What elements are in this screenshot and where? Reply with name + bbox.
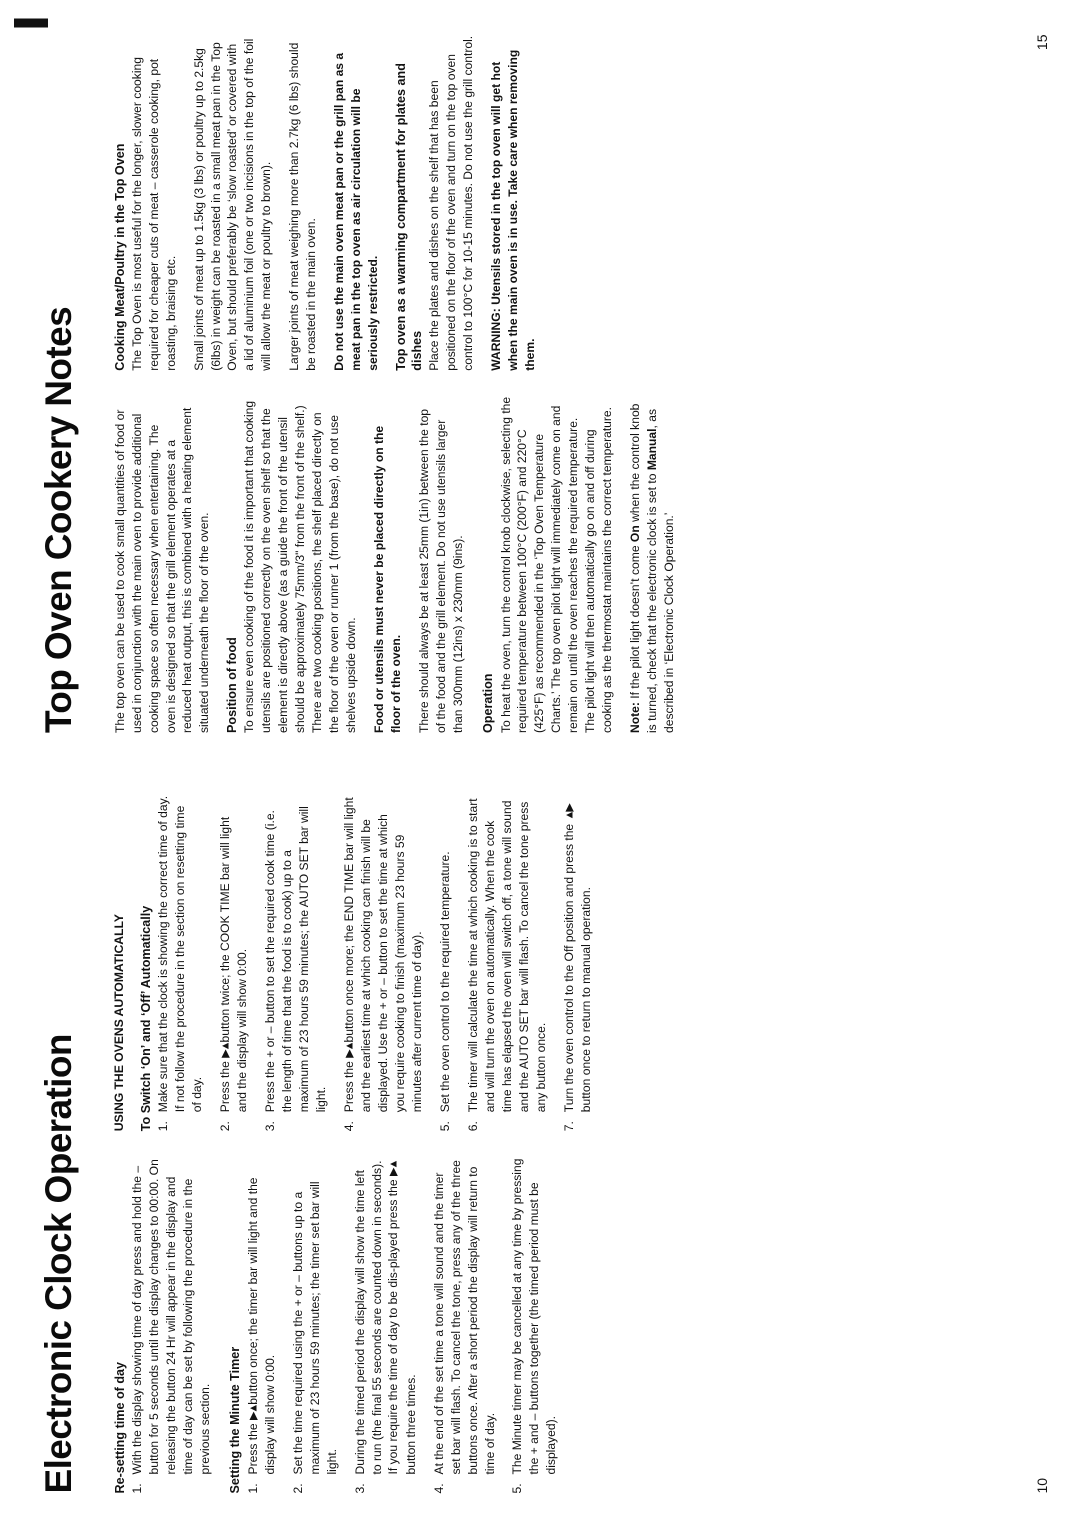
list-item-text: Set the oven control to the required temperature.: [438, 850, 453, 1112]
list-item: [217, 795, 251, 1131]
clock-button-arrow-icon: ▶▲: [387, 1160, 400, 1176]
heading-using-ovens-automatically: USING THE OVENS AUTOMATICALLY: [111, 913, 126, 1131]
cooking-meat-paragraph-2: Small joints of meat up to 1.5kg (3 lbs) or poultry up to 2.5kg (6lbs) in weight can be roasted in a small meat pan in the Top Oven, but should preferably be ‘slow roasted’ or covered with a lid of aluminium foil (one or two incisions in the top of the foil will allow the meat or poultry to brown).: [191, 38, 274, 371]
left-page-column-2: [112, 795, 1022, 1131]
cooking-meat-paragraph-1: The Top Oven is most useful for the longer, slower cooking required for cheaper cuts of meat – casserole cooking, pot roasting, braising etc.: [129, 56, 178, 371]
list-item-text-post: button twice; the COOK TIME bar will light and the display will show 0:00.: [217, 816, 250, 1112]
list-item-text: With the display showing time of day press and hold the – button for 5 seconds until the display changes to 00:00. On releasing the button 24 Hr will appear in the display and time of day can be set by following the procedure in the previous section.: [129, 1158, 212, 1474]
list-item-text: The Minute timer may be cancelled at any time by pressing the + and – buttons together (the timed period must be displayed).: [510, 1158, 559, 1474]
position-of-food-warning-bold: Food or utensils must never be placed directly on the floor of the oven.: [371, 425, 403, 733]
warning-text: Utensils stored in the top oven will get hot when the main oven is in use. Take care when removing them.: [488, 49, 537, 371]
operation-note-post: , as described in ‘Electronic Clock Operation.’: [644, 408, 676, 733]
list-item-text-post: button three times.: [403, 1373, 418, 1474]
position-of-food-paragraph-1: To ensure even cooking of the food it is important that cooking utensils are positioned correctly on the oven shelf so that the element is directly above (as a guide the front of the utensil should be approximately 75mm/3" from the front of the shelf.) There are two cooking positions, the shelf placed directly on the floor of the oven or runner 1 (from the base), do not use shelves upside down.: [242, 400, 358, 733]
list-item-text: The timer will calculate the time at which cooking is to start and will turn the oven on automatically. When the cook time has elapsed the oven will switch off, a tone will sound and the AUTO SET bar will flash. To cancel the tone press any button once.: [465, 797, 548, 1112]
list-item-number: 4.: [341, 1120, 356, 1131]
operation-note-manual-keyword: Manual: [644, 428, 659, 470]
right-page-title: Top Oven Cookery Notes: [38, 306, 79, 733]
list-item-number: 4.: [431, 1482, 446, 1493]
list-item: [509, 1157, 560, 1493]
left-page-column-1: [112, 1157, 1022, 1493]
list-item-text-pre: Turn the oven control to the Off position and press the: [561, 819, 576, 1112]
list-item: [465, 795, 550, 1131]
left-page: [40, 787, 1050, 1494]
switch-automatic-list: [155, 795, 595, 1131]
minute-timer-list: [245, 1157, 561, 1493]
operation-note-mid: when the control knob is turned, check that the electronic clock is set to: [628, 403, 659, 733]
list-item-text: Press the + or – button to set the required cook time (i.e. the length of time that the food is to cook) up to a maximum of 23 hours 59 minutes; the AUTO SET bar will light.: [263, 805, 329, 1112]
clock-button-arrow-icon: ▶▲: [247, 1404, 260, 1420]
list-item-number: 5.: [510, 1482, 525, 1493]
heading-operation: Operation: [481, 673, 496, 733]
heading-warming-compartment: Top oven as a warming compartment for plates and dishes: [393, 62, 424, 371]
list-item: [352, 1157, 420, 1493]
list-item-text-post: button once to return to manual operation.: [578, 886, 593, 1112]
right-page: [40, 34, 1050, 741]
clock-button-arrow-icon: ▶▲: [343, 1041, 356, 1058]
list-item: [262, 795, 330, 1131]
list-item-text: At the end of the set time a tone will sound and the timer set bar will flash. To cancel the tone, press any of the three buttons once. After a short period the display will return to time of day.: [431, 1159, 497, 1474]
list-item-number: 1.: [245, 1482, 260, 1493]
warning-utensils-paragraph: [488, 34, 539, 370]
list-item-text-pre: Press the: [217, 1057, 232, 1112]
resetting-time-list: [129, 1157, 214, 1493]
list-item-text-pre: Press the: [341, 1057, 356, 1112]
operation-note-on-keyword: On: [628, 524, 642, 542]
clock-button-arrow-icon: ▲▶: [563, 804, 576, 820]
list-item: [129, 1157, 214, 1493]
list-item: [437, 795, 454, 1131]
list-item-text: Set the time required using the + or – buttons up to a maximum of 23 hours 59 minutes; the timer set bar will light.: [290, 1180, 339, 1474]
list-item-number: 7.: [561, 1120, 576, 1131]
top-oven-intro-paragraph: The top oven can be used to cook small quantities of food or used in conjunction with the main oven to provide additional cooking space so often necessary when entertaining. The oven is designed so that the grill element operates at a reduced heat output, this is combined with a heating element situated underneath the floor of the oven.: [112, 407, 212, 733]
operation-paragraph-1: To heat the oven, turn the control knob clockwise, selecting the required temperature between 100°C (200°F) and 220°C (425°F) as recommended in the ‘Top Oven Temperature Charts.’ The top oven pilot light will immediately come on and remain on until the oven reaches the required temperature. The pilot light will then automatically go on and off during cooking as the thermostat maintains the correct temperature.: [498, 396, 615, 733]
list-item: [155, 795, 206, 1131]
heading-resetting-time-of-day: Re-setting time of day: [112, 1361, 127, 1493]
operation-note-pre: If the pilot light doesn’t come: [628, 541, 642, 702]
list-item-number: 1.: [156, 1120, 171, 1131]
left-page-title: Electronic Clock Operation: [38, 1033, 79, 1493]
heading-switch-on-off-automatically: To Switch ‘On’ and ‘Off’ Automatically: [139, 905, 154, 1131]
list-item-text: Make sure that the clock is showing the correct time of day. If not follow the procedure in the section on resetting time of day.: [156, 795, 205, 1112]
left-page-columns: [112, 795, 1022, 1494]
heading-position-of-food: Position of food: [225, 636, 240, 733]
operation-note-label: Note:: [628, 701, 642, 733]
list-item-number: 3.: [352, 1482, 367, 1493]
right-page-folio: 15: [1034, 34, 1050, 50]
list-item: [561, 795, 595, 1131]
clock-button-arrow-icon: ▶▲: [219, 1041, 232, 1058]
list-item-number: 6.: [465, 1120, 480, 1131]
operation-note-paragraph: [627, 396, 678, 732]
heading-cooking-meat-poultry: Cooking Meat/Poultry in the Top Oven: [112, 143, 127, 371]
list-item: [431, 1157, 499, 1493]
list-item-text-post: button once more; the END TIME bar will light and the earliest time at which cooking can finish will be displayed. Use the + or – button to set the time at which you require cooking to finish (maximum 23 hours 59 minutes after current time of day).: [341, 796, 425, 1112]
right-page-column-1: [112, 396, 1022, 732]
list-item-number: 3.: [263, 1120, 278, 1131]
cooking-meat-warning-bold: Do not use the main oven meat pan or the grill pan as a meat pan in the top oven as air circulation will be seriously restricted.: [332, 52, 380, 371]
position-of-food-paragraph-2: There should always be at least 25mm (1in) between the top of the food and the grill element. Do not use utensils larger than 300mm (12ins) x 230mm (9ins).: [416, 408, 465, 733]
list-item: [290, 1157, 341, 1493]
right-page-columns: [112, 34, 1022, 733]
list-item-text-post: button once; the timer bar will light and the display will show 0:00.: [245, 1176, 277, 1474]
left-page-folio: 10: [1034, 1477, 1050, 1493]
list-item-text-pre: Press the: [245, 1419, 260, 1474]
right-page-column-2: [112, 34, 1022, 370]
list-item-number: 2.: [290, 1482, 305, 1493]
warming-compartment-paragraph: Place the plates and dishes on the shelf that has been positioned on the floor of the oven and turn on the top oven control to 100°C for 10-15 minutes. Do not use the grill control.: [427, 35, 475, 371]
warning-label: WARNING:: [488, 307, 503, 371]
list-item-text-pre: During the timed period the display will show the time left to run (the final 55 seconds are counted down in seconds). If you require the time of day to be dis-played press the: [352, 1160, 401, 1474]
list-item: [245, 1157, 279, 1493]
cooking-meat-paragraph-3: Larger joints of meat weighing more than 2.7kg (6 lbs) should be roasted in the main oven.: [287, 42, 319, 371]
list-item-number: 1.: [129, 1482, 144, 1493]
list-item-number: 5.: [438, 1120, 453, 1131]
list-item-number: 2.: [217, 1120, 232, 1131]
list-item: [341, 795, 426, 1131]
heading-setting-minute-timer: Setting the Minute Timer: [228, 1346, 243, 1493]
